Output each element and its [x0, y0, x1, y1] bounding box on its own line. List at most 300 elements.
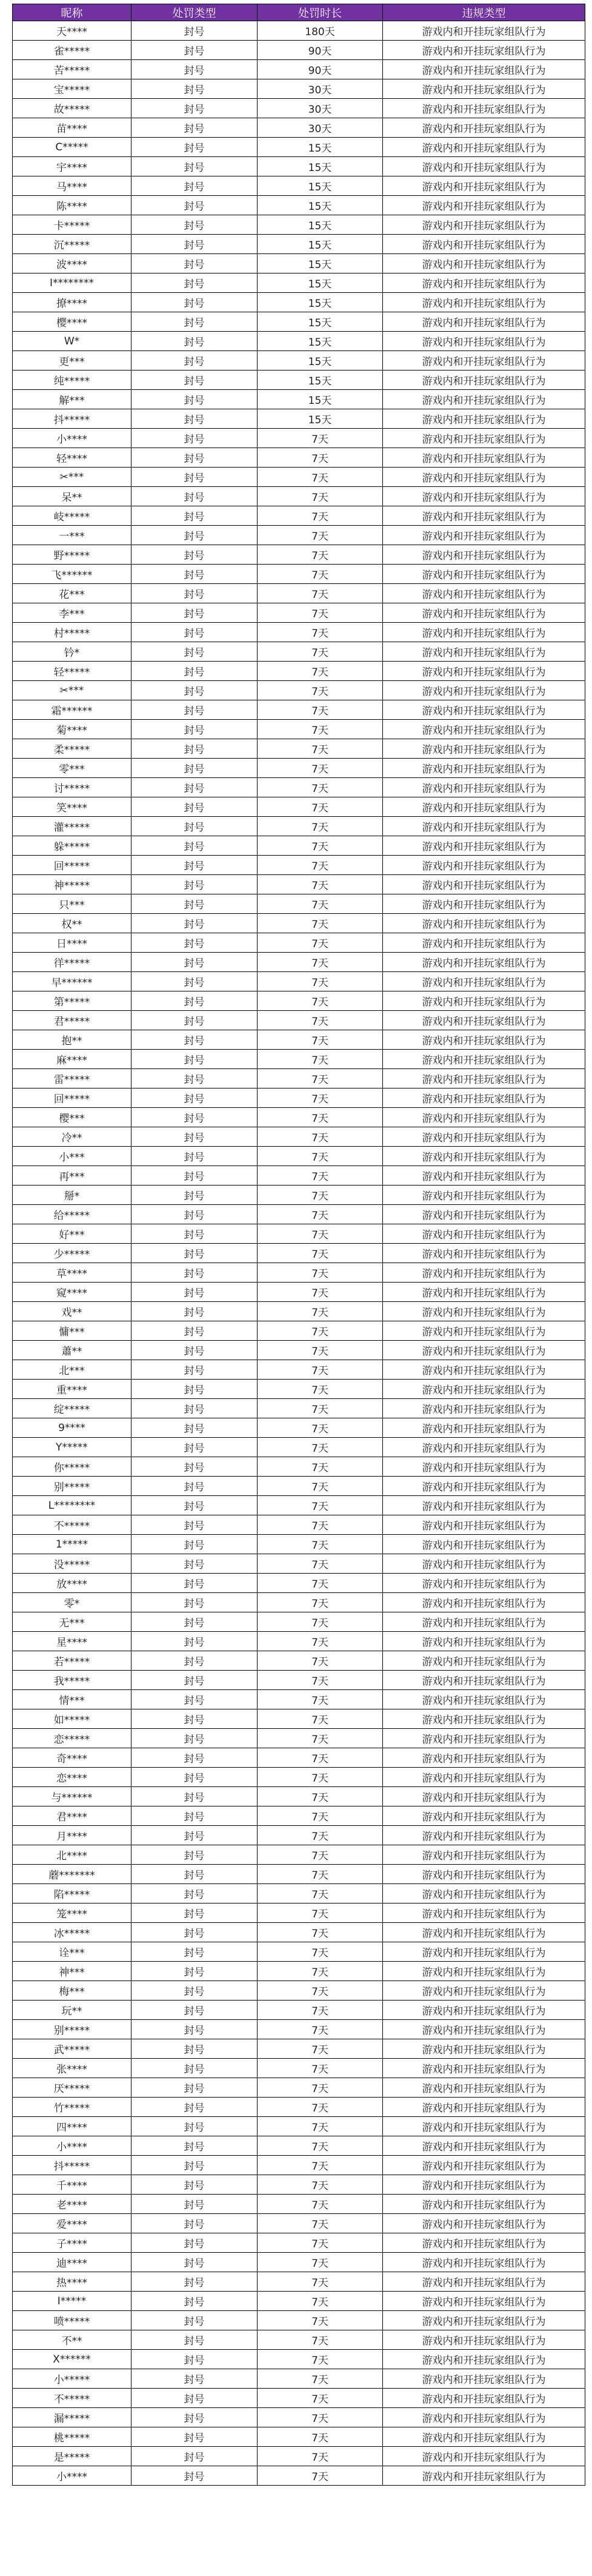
- table-row: [13, 79, 585, 99]
- table-row: [13, 817, 585, 836]
- violation-type-cell: 游戏内和开挂玩家组队行为: [383, 759, 585, 778]
- table-row: [13, 875, 585, 894]
- violation-type-cell: 游戏内和开挂玩家组队行为: [383, 914, 585, 933]
- table-row: [13, 2408, 585, 2427]
- violation-type-cell: 游戏内和开挂玩家组队行为: [383, 2175, 585, 2195]
- table-row: [13, 390, 585, 409]
- penalty-type-cell: 封号: [131, 21, 258, 41]
- nickname-cell: 只***: [13, 894, 131, 914]
- penalty-duration-cell: 7天: [258, 584, 383, 603]
- nickname-cell: 撩****: [13, 293, 131, 312]
- penalty-type-cell: 封号: [131, 1263, 258, 1283]
- penalty-type-cell: 封号: [131, 215, 258, 235]
- penalty-duration-cell: 7天: [258, 817, 383, 836]
- penalty-type-cell: 封号: [131, 991, 258, 1011]
- violation-type-cell: 游戏内和开挂玩家组队行为: [383, 1011, 585, 1030]
- violation-type-cell: 游戏内和开挂玩家组队行为: [383, 176, 585, 196]
- nickname-cell: 子****: [13, 2233, 131, 2253]
- nickname-cell: 讨*****: [13, 778, 131, 797]
- penalty-type-cell: 封号: [131, 700, 258, 720]
- nickname-cell: W*: [13, 332, 131, 351]
- penalty-duration-cell: 7天: [258, 1787, 383, 1806]
- nickname-cell: 故*****: [13, 99, 131, 118]
- penalty-type-cell: 封号: [131, 118, 258, 138]
- penalty-duration-cell: 7天: [258, 1903, 383, 1923]
- table-row: [13, 1826, 585, 1845]
- penalty-duration-cell: 7天: [258, 1438, 383, 1457]
- violation-type-cell: 游戏内和开挂玩家组队行为: [383, 526, 585, 545]
- violation-type-cell: 游戏内和开挂玩家组队行为: [383, 1709, 585, 1729]
- penalty-type-cell: 封号: [131, 1050, 258, 1069]
- penalty-duration-cell: 7天: [258, 681, 383, 700]
- violation-type-cell: 游戏内和开挂玩家组队行为: [383, 1962, 585, 1981]
- penalty-type-cell: 封号: [131, 2001, 258, 2020]
- violation-type-cell: 游戏内和开挂玩家组队行为: [383, 293, 585, 312]
- violation-type-cell: 游戏内和开挂玩家组队行为: [383, 739, 585, 759]
- penalty-type-cell: 封号: [131, 894, 258, 914]
- table-row: [13, 1865, 585, 1884]
- table-row: [13, 1942, 585, 1962]
- nickname-cell: 蕭**: [13, 1341, 131, 1360]
- table-row: [13, 2039, 585, 2059]
- penalty-type-cell: 封号: [131, 448, 258, 468]
- penalty-duration-cell: 7天: [258, 914, 383, 933]
- table-row: [13, 1651, 585, 1671]
- table-row: [13, 1030, 585, 1050]
- nickname-cell: 笑****: [13, 797, 131, 817]
- penalty-type-cell: 封号: [131, 953, 258, 972]
- table-row: [13, 273, 585, 293]
- penalty-type-cell: 封号: [131, 1147, 258, 1166]
- violation-type-cell: 游戏内和开挂玩家组队行为: [383, 1030, 585, 1050]
- violation-type-cell: 游戏内和开挂玩家组队行为: [383, 79, 585, 99]
- penalty-type-cell: 封号: [131, 565, 258, 584]
- nickname-cell: 回*****: [13, 856, 131, 875]
- penalty-type-cell: 封号: [131, 2233, 258, 2253]
- nickname-cell: 好***: [13, 1224, 131, 1244]
- table-row: [13, 2272, 585, 2292]
- violation-type-cell: 游戏内和开挂玩家组队行为: [383, 894, 585, 914]
- penalty-type-cell: 封号: [131, 1884, 258, 1903]
- penalty-type-cell: 封号: [131, 1962, 258, 1981]
- penalty-duration-cell: 7天: [258, 1515, 383, 1535]
- violation-type-cell: 游戏内和开挂玩家组队行为: [383, 2272, 585, 2292]
- penalty-duration-cell: 7天: [258, 1205, 383, 1224]
- table-row: [13, 1011, 585, 1030]
- penalty-duration-cell: 7天: [258, 545, 383, 565]
- penalty-duration-cell: 7天: [258, 1884, 383, 1903]
- table-row: [13, 1244, 585, 1263]
- penalty-duration-cell: 7天: [258, 1729, 383, 1748]
- penalty-duration-cell: 7天: [258, 1069, 383, 1088]
- penalty-type-cell: 封号: [131, 1399, 258, 1418]
- penalty-duration-cell: 7天: [258, 1399, 383, 1418]
- table-row: [13, 1127, 585, 1147]
- violation-type-cell: 游戏内和开挂玩家组队行为: [383, 1845, 585, 1865]
- nickname-cell: 日****: [13, 933, 131, 953]
- violation-type-cell: 游戏内和开挂玩家组队行为: [383, 99, 585, 118]
- table-row: [13, 196, 585, 215]
- table-row: [13, 1593, 585, 1612]
- penalty-type-cell: 封号: [131, 2020, 258, 2039]
- nickname-cell: 马****: [13, 176, 131, 196]
- nickname-cell: 千****: [13, 2175, 131, 2195]
- violation-type-cell: 游戏内和开挂玩家组队行为: [383, 875, 585, 894]
- penalty-duration-cell: 7天: [258, 953, 383, 972]
- penalty-type-cell: 封号: [131, 914, 258, 933]
- violation-type-cell: 游戏内和开挂玩家组队行为: [383, 157, 585, 176]
- violation-type-cell: 游戏内和开挂玩家组队行为: [383, 662, 585, 681]
- penalty-duration-cell: 7天: [258, 1942, 383, 1962]
- penalty-duration-cell: 7天: [258, 565, 383, 584]
- violation-type-cell: 游戏内和开挂玩家组队行为: [383, 2059, 585, 2078]
- penalty-type-cell: 封号: [131, 2447, 258, 2466]
- table-row: [13, 409, 585, 429]
- penalty-duration-cell: 7天: [258, 972, 383, 991]
- penalty-duration-cell: 7天: [258, 1865, 383, 1884]
- penalty-duration-cell: 7天: [258, 2272, 383, 2292]
- table-row: [13, 778, 585, 797]
- nickname-cell: 若*****: [13, 1651, 131, 1671]
- table-row: [13, 1554, 585, 1574]
- nickname-cell: ✂***: [13, 468, 131, 487]
- nickname-cell: 笼****: [13, 1903, 131, 1923]
- penalty-duration-cell: 15天: [258, 157, 383, 176]
- nickname-cell: 花***: [13, 584, 131, 603]
- penalty-type-cell: 封号: [131, 1224, 258, 1244]
- penalty-type-cell: 封号: [131, 1127, 258, 1147]
- nickname-cell: 北****: [13, 1845, 131, 1865]
- table-row: [13, 2466, 585, 2486]
- violation-type-cell: 游戏内和开挂玩家组队行为: [383, 797, 585, 817]
- nickname-cell: 灌*****: [13, 817, 131, 836]
- penalty-duration-cell: 7天: [258, 2059, 383, 2078]
- penalty-type-cell: 封号: [131, 235, 258, 254]
- table-row: [13, 2427, 585, 2447]
- table-row: [13, 1515, 585, 1535]
- table-row: [13, 1612, 585, 1632]
- violation-type-cell: 游戏内和开挂玩家组队行为: [383, 1535, 585, 1554]
- table-row: [13, 1418, 585, 1438]
- nickname-cell: 恋*****: [13, 1729, 131, 1748]
- violation-type-cell: 游戏内和开挂玩家组队行为: [383, 1321, 585, 1341]
- penalty-type-cell: 封号: [131, 79, 258, 99]
- penalty-duration-cell: 7天: [258, 2195, 383, 2214]
- penalty-duration-cell: 7天: [258, 1477, 383, 1496]
- table-row: [13, 2389, 585, 2408]
- violation-type-cell: 游戏内和开挂玩家组队行为: [383, 1186, 585, 1205]
- penalty-duration-cell: 7天: [258, 2350, 383, 2369]
- penalty-type-cell: 封号: [131, 1321, 258, 1341]
- penalty-duration-cell: 7天: [258, 1283, 383, 1302]
- table-row: [13, 1729, 585, 1748]
- table-row: [13, 448, 585, 468]
- table-row: [13, 972, 585, 991]
- penalty-type-cell: 封号: [131, 2059, 258, 2078]
- penalty-duration-cell: 7天: [258, 2311, 383, 2330]
- violation-type-cell: 游戏内和开挂玩家组队行为: [383, 1748, 585, 1768]
- penalty-type-cell: 封号: [131, 1496, 258, 1515]
- penalty-duration-cell: 7天: [258, 1806, 383, 1826]
- violation-type-cell: 游戏内和开挂玩家组队行为: [383, 991, 585, 1011]
- penalty-type-cell: 封号: [131, 933, 258, 953]
- table-row: [13, 933, 585, 953]
- violation-type-cell: 游戏内和开挂玩家组队行为: [383, 1283, 585, 1302]
- nickname-cell: I*****: [13, 2292, 131, 2311]
- violation-type-cell: 游戏内和开挂玩家组队行为: [383, 215, 585, 235]
- violation-type-cell: 游戏内和开挂玩家组队行为: [383, 1418, 585, 1438]
- penalty-duration-cell: 7天: [258, 1554, 383, 1574]
- nickname-cell: 恋****: [13, 1768, 131, 1787]
- nickname-cell: 权**: [13, 914, 131, 933]
- nickname-cell: 神***: [13, 1962, 131, 1981]
- violation-type-cell: 游戏内和开挂玩家组队行为: [383, 1690, 585, 1709]
- penalty-duration-cell: 7天: [258, 2078, 383, 2098]
- table-row: [13, 856, 585, 875]
- table-row: [13, 215, 585, 235]
- penalty-duration-cell: 7天: [258, 1845, 383, 1865]
- penalty-type-cell: 封号: [131, 2214, 258, 2233]
- table-row: [13, 2020, 585, 2039]
- penalty-type-cell: 封号: [131, 817, 258, 836]
- violation-type-cell: 游戏内和开挂玩家组队行为: [383, 1671, 585, 1690]
- header-row: [13, 4, 585, 21]
- table-row: [13, 1205, 585, 1224]
- header-violation-type: 违规类型: [383, 4, 585, 21]
- violation-type-cell: 游戏内和开挂玩家组队行为: [383, 1302, 585, 1321]
- table-row: [13, 21, 585, 41]
- violation-type-cell: 游戏内和开挂玩家组队行为: [383, 1806, 585, 1826]
- violation-type-cell: 游戏内和开挂玩家组队行为: [383, 584, 585, 603]
- violation-type-cell: 游戏内和开挂玩家组队行为: [383, 1942, 585, 1962]
- penalty-duration-cell: 30天: [258, 118, 383, 138]
- penalty-type-cell: 封号: [131, 157, 258, 176]
- violation-type-cell: 游戏内和开挂玩家组队行为: [383, 1903, 585, 1923]
- penalty-type-cell: 封号: [131, 332, 258, 351]
- violation-type-cell: 游戏内和开挂玩家组队行为: [383, 351, 585, 371]
- header-nickname: 昵称: [13, 4, 131, 21]
- violation-type-cell: 游戏内和开挂玩家组队行为: [383, 2117, 585, 2136]
- penalty-duration-cell: 7天: [258, 2001, 383, 2020]
- table-row: [13, 254, 585, 273]
- violation-type-cell: 游戏内和开挂玩家组队行为: [383, 2389, 585, 2408]
- penalty-duration-cell: 7天: [258, 506, 383, 526]
- table-row: [13, 60, 585, 79]
- penalty-type-cell: 封号: [131, 526, 258, 545]
- penalty-type-cell: 封号: [131, 273, 258, 293]
- penalty-duration-cell: 7天: [258, 1341, 383, 1360]
- nickname-cell: 一***: [13, 526, 131, 545]
- table-row: [13, 1360, 585, 1380]
- table-row: [13, 351, 585, 371]
- table-row: [13, 2117, 585, 2136]
- violation-type-cell: 游戏内和开挂玩家组队行为: [383, 2330, 585, 2350]
- penalty-type-cell: 封号: [131, 759, 258, 778]
- penalty-duration-cell: 15天: [258, 409, 383, 429]
- penalty-duration-cell: 7天: [258, 856, 383, 875]
- penalty-type-cell: 封号: [131, 2311, 258, 2330]
- penalty-type-cell: 封号: [131, 681, 258, 700]
- nickname-cell: 呆**: [13, 487, 131, 506]
- penalty-duration-cell: 7天: [258, 739, 383, 759]
- violation-type-cell: 游戏内和开挂玩家组队行为: [383, 642, 585, 662]
- nickname-cell: 爱****: [13, 2214, 131, 2233]
- violation-type-cell: 游戏内和开挂玩家组队行为: [383, 2311, 585, 2330]
- penalty-type-cell: 封号: [131, 1205, 258, 1224]
- nickname-cell: 戏**: [13, 1302, 131, 1321]
- penalty-type-cell: 封号: [131, 797, 258, 817]
- nickname-cell: 徉*****: [13, 953, 131, 972]
- penalty-type-cell: 封号: [131, 2369, 258, 2389]
- nickname-cell: 诠***: [13, 1942, 131, 1962]
- penalty-type-cell: 封号: [131, 875, 258, 894]
- violation-type-cell: 游戏内和开挂玩家组队行为: [383, 235, 585, 254]
- nickname-cell: 更***: [13, 351, 131, 371]
- penalty-type-cell: 封号: [131, 351, 258, 371]
- penalty-duration-cell: 7天: [258, 1593, 383, 1612]
- table-row: [13, 720, 585, 739]
- table-body: [13, 21, 585, 2486]
- penalty-type-cell: 封号: [131, 1651, 258, 1671]
- table-row: [13, 623, 585, 642]
- penalty-duration-cell: 7天: [258, 603, 383, 623]
- penalty-type-cell: 封号: [131, 1787, 258, 1806]
- penalty-type-cell: 封号: [131, 1244, 258, 1263]
- penalty-type-cell: 封号: [131, 2156, 258, 2175]
- violation-type-cell: 游戏内和开挂玩家组队行为: [383, 700, 585, 720]
- nickname-cell: 宝*****: [13, 79, 131, 99]
- penalty-type-cell: 封号: [131, 603, 258, 623]
- nickname-cell: 是*****: [13, 2447, 131, 2466]
- violation-type-cell: 游戏内和开挂玩家组队行为: [383, 1341, 585, 1360]
- nickname-cell: 四****: [13, 2117, 131, 2136]
- nickname-cell: 梅***: [13, 1981, 131, 2001]
- nickname-cell: 如*****: [13, 1709, 131, 1729]
- violation-type-cell: 游戏内和开挂玩家组队行为: [383, 60, 585, 79]
- table-row: [13, 1768, 585, 1787]
- violation-type-cell: 游戏内和开挂玩家组队行为: [383, 2369, 585, 2389]
- penalty-duration-cell: 7天: [258, 1050, 383, 1069]
- violation-type-cell: 游戏内和开挂玩家组队行为: [383, 1147, 585, 1166]
- penalty-duration-cell: 7天: [258, 2039, 383, 2059]
- penalty-type-cell: 封号: [131, 2117, 258, 2136]
- table-row: [13, 2059, 585, 2078]
- table-row: [13, 1283, 585, 1302]
- violation-type-cell: 游戏内和开挂玩家组队行为: [383, 1108, 585, 1127]
- violation-type-cell: 游戏内和开挂玩家组队行为: [383, 2136, 585, 2156]
- penalty-duration-cell: 7天: [258, 1166, 383, 1186]
- penalty-type-cell: 封号: [131, 545, 258, 565]
- penalty-type-cell: 封号: [131, 1981, 258, 2001]
- nickname-cell: 竹*****: [13, 2098, 131, 2117]
- violation-type-cell: 游戏内和开挂玩家组队行为: [383, 1069, 585, 1088]
- nickname-cell: 抖*****: [13, 409, 131, 429]
- table-row: [13, 1399, 585, 1418]
- penalty-type-cell: 封号: [131, 176, 258, 196]
- table-row: [13, 1302, 585, 1321]
- penalty-type-cell: 封号: [131, 972, 258, 991]
- table-row: [13, 2253, 585, 2272]
- penalty-duration-cell: 7天: [258, 2330, 383, 2350]
- penalty-duration-cell: 7天: [258, 991, 383, 1011]
- violation-type-cell: 游戏内和开挂玩家组队行为: [383, 778, 585, 797]
- penalty-type-cell: 封号: [131, 2292, 258, 2311]
- penalty-type-cell: 封号: [131, 1380, 258, 1399]
- violation-type-cell: 游戏内和开挂玩家组队行为: [383, 2214, 585, 2233]
- violation-type-cell: 游戏内和开挂玩家组队行为: [383, 332, 585, 351]
- nickname-cell: 纯*****: [13, 371, 131, 390]
- penalty-duration-cell: 7天: [258, 448, 383, 468]
- penalty-type-cell: 封号: [131, 1515, 258, 1535]
- table-row: [13, 1088, 585, 1108]
- penalty-type-cell: 封号: [131, 41, 258, 60]
- nickname-cell: 无***: [13, 1612, 131, 1632]
- nickname-cell: 小*****: [13, 2369, 131, 2389]
- penalty-type-cell: 封号: [131, 1438, 258, 1457]
- nickname-cell: 菊****: [13, 720, 131, 739]
- penalty-type-cell: 封号: [131, 2253, 258, 2272]
- penalty-duration-cell: 15天: [258, 390, 383, 409]
- penalty-type-cell: 封号: [131, 1418, 258, 1438]
- table-row: [13, 429, 585, 448]
- table-row: [13, 1535, 585, 1554]
- table-row: [13, 138, 585, 157]
- penalty-duration-cell: 7天: [258, 1981, 383, 2001]
- nickname-cell: 小****: [13, 429, 131, 448]
- penalty-type-cell: 封号: [131, 1709, 258, 1729]
- violation-type-cell: 游戏内和开挂玩家组队行为: [383, 817, 585, 836]
- penalty-duration-cell: 90天: [258, 60, 383, 79]
- penalty-type-cell: 封号: [131, 2389, 258, 2408]
- violation-type-cell: 游戏内和开挂玩家组队行为: [383, 2001, 585, 2020]
- penalty-type-cell: 封号: [131, 720, 258, 739]
- nickname-cell: 武*****: [13, 2039, 131, 2059]
- nickname-cell: I********: [13, 273, 131, 293]
- table-row: [13, 41, 585, 60]
- violation-type-cell: 游戏内和开挂玩家组队行为: [383, 2098, 585, 2117]
- nickname-cell: C*****: [13, 138, 131, 157]
- table-row: [13, 312, 585, 332]
- nickname-cell: 抖*****: [13, 2156, 131, 2175]
- table-row: [13, 1438, 585, 1457]
- penalty-type-cell: 封号: [131, 1108, 258, 1127]
- violation-type-cell: 游戏内和开挂玩家组队行为: [383, 1515, 585, 1535]
- table-row: [13, 1321, 585, 1341]
- table-row: [13, 506, 585, 526]
- violation-type-cell: 游戏内和开挂玩家组队行为: [383, 2039, 585, 2059]
- penalty-type-cell: 封号: [131, 1477, 258, 1496]
- penalty-type-cell: 封号: [131, 1341, 258, 1360]
- table-row: [13, 1477, 585, 1496]
- nickname-cell: 樱***: [13, 1108, 131, 1127]
- penalty-duration-cell: 7天: [258, 1690, 383, 1709]
- nickname-cell: Y*****: [13, 1438, 131, 1457]
- violation-type-cell: 游戏内和开挂玩家组队行为: [383, 1923, 585, 1942]
- penalty-duration-cell: 7天: [258, 2156, 383, 2175]
- penalty-duration-cell: 7天: [258, 2253, 383, 2272]
- penalty-type-cell: 封号: [131, 739, 258, 759]
- table-row: [13, 487, 585, 506]
- penalty-duration-cell: 7天: [258, 836, 383, 856]
- table-row: [13, 1147, 585, 1166]
- nickname-cell: 零*: [13, 1593, 131, 1612]
- violation-type-cell: 游戏内和开挂玩家组队行为: [383, 1399, 585, 1418]
- penalty-type-cell: 封号: [131, 312, 258, 332]
- violation-type-cell: 游戏内和开挂玩家组队行为: [383, 1612, 585, 1632]
- penalty-type-cell: 封号: [131, 778, 258, 797]
- table-row: [13, 118, 585, 138]
- violation-type-cell: 游戏内和开挂玩家组队行为: [383, 1205, 585, 1224]
